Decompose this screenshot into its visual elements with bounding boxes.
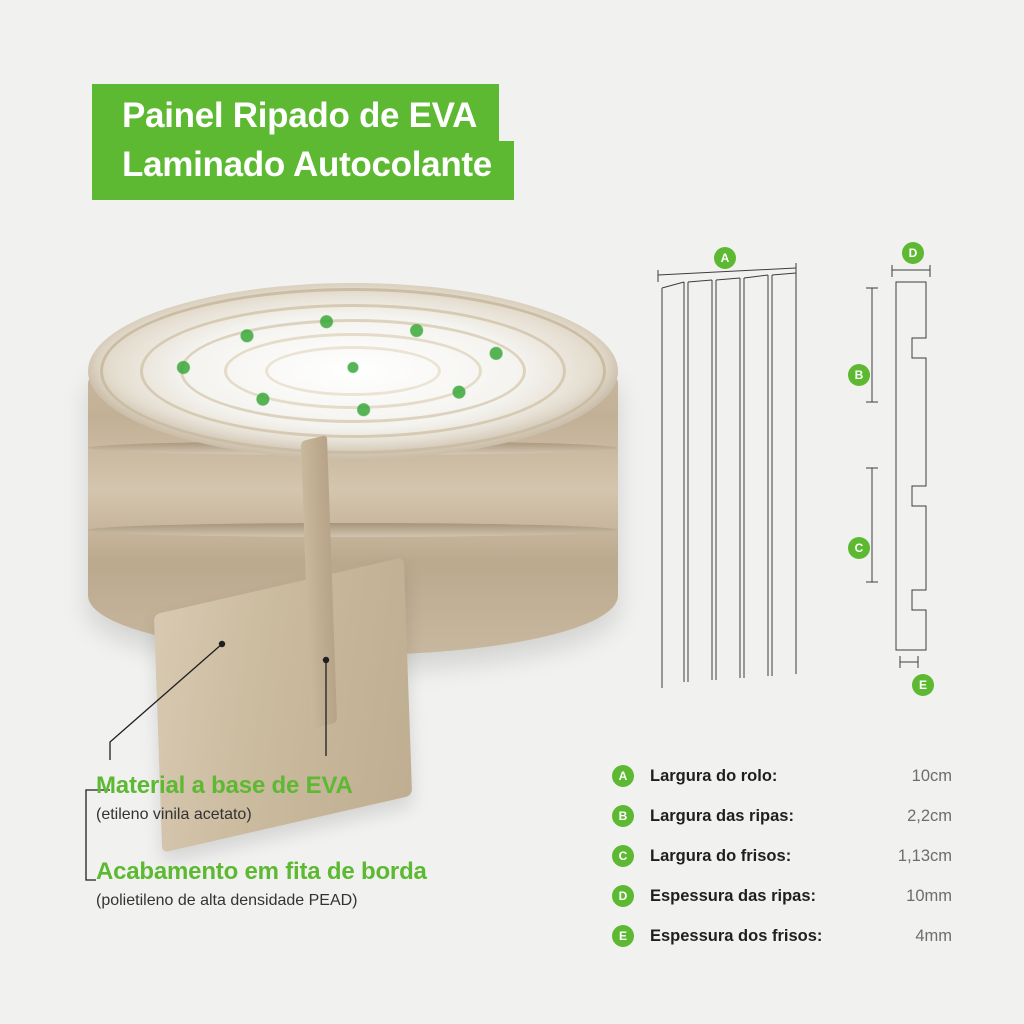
callout-subtitle: (etileno vinila acetato) — [96, 806, 252, 823]
legend-label-d: Espessura das ripas: — [650, 886, 816, 905]
legend-label-c: Largura do frisos: — [650, 846, 792, 865]
legend-badge-e: E — [612, 925, 634, 947]
marker-d: D — [902, 242, 924, 264]
callout-title: Acabamento em fita de borda — [96, 858, 427, 885]
legend-item-a — [612, 756, 952, 796]
callout-title: Material a base de EVA — [96, 772, 353, 799]
legend-value-a: 10cm — [911, 766, 952, 785]
legend-value-c: 1,13cm — [897, 846, 952, 865]
callout-finish — [96, 858, 427, 910]
marker-e: E — [912, 674, 934, 696]
legend-badge-d: D — [612, 885, 634, 907]
legend-badge-b: B — [612, 805, 634, 827]
legend-value-d: 10mm — [906, 886, 952, 905]
legend-label-e: Espessura dos frisos: — [650, 926, 823, 945]
legend-item-e — [612, 916, 952, 956]
legend-item-c — [612, 836, 952, 876]
roll-top-coil — [88, 283, 618, 459]
marker-c: C — [848, 537, 870, 559]
legend-label-b: Largura das ripas: — [650, 806, 794, 825]
title-line-1: Painel Ripado de EVA — [92, 84, 499, 141]
legend-item-b — [612, 796, 952, 836]
legend-label-a: Largura do rolo: — [650, 766, 778, 785]
roll-groove — [88, 523, 618, 537]
legend-value-b: 2,2cm — [907, 806, 952, 825]
adhesive-tape-pattern — [88, 283, 618, 459]
legend-badge-c: C — [612, 845, 634, 867]
legend-item-d — [612, 876, 952, 916]
legend-badge-a: A — [612, 765, 634, 787]
title-line-2: Laminado Autocolante — [92, 141, 514, 200]
page-title — [92, 84, 514, 200]
product-photo — [70, 255, 630, 755]
marker-a: A — [714, 247, 736, 269]
marker-b: B — [848, 364, 870, 386]
callout-material — [96, 772, 353, 824]
spec-legend — [612, 756, 952, 956]
callout-subtitle: (polietileno de alta densidade PEAD) — [96, 892, 358, 909]
legend-value-e: 4mm — [915, 926, 952, 945]
technical-drawings — [600, 230, 1000, 710]
